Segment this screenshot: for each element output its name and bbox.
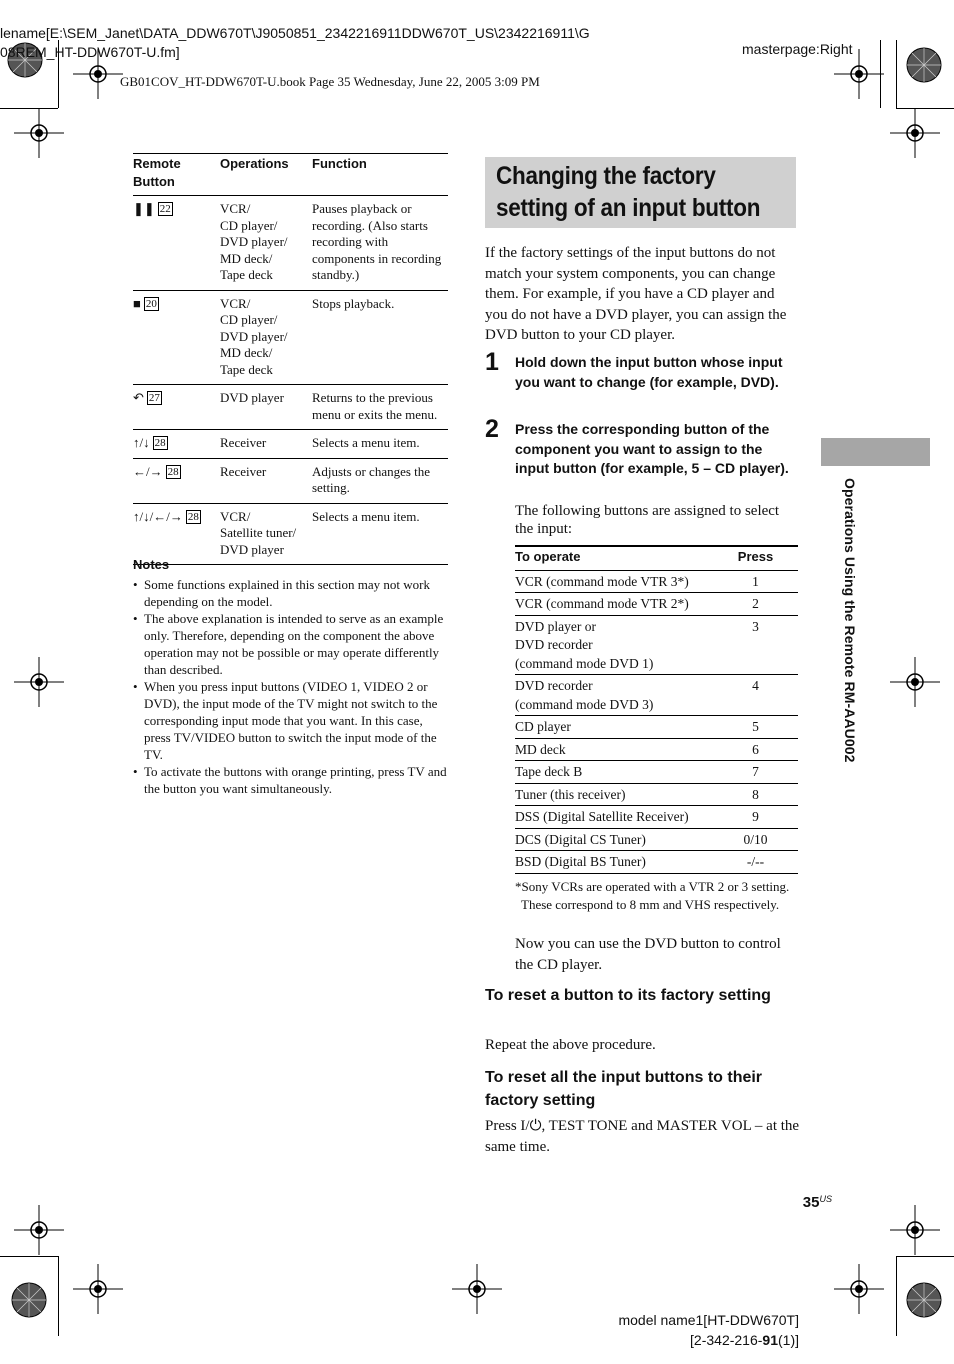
intro-paragraph: If the factory settings of the input buttons do not match your system components, you can change them. For example, if you have a CD player and you do not have a DVD player, you can assign the DVD button to your CD player. (485, 245, 787, 343)
registration-mark-icon (14, 108, 64, 158)
button-ref-number: 20 (145, 297, 157, 310)
step-1 (485, 348, 797, 392)
input-assignment-table (515, 545, 798, 874)
press-cell: 4 (713, 675, 798, 716)
color-target-icon (904, 45, 944, 85)
step-number: 1 (485, 348, 499, 376)
function-cell: Returns to the previous menu or exits the menu. (312, 385, 448, 430)
operations-cell: DVD player (220, 385, 312, 430)
remote-button-cell (133, 290, 220, 385)
operations-cell: VCR/ Satellite tuner/ DVD player (220, 503, 312, 565)
table-row (133, 196, 448, 291)
table-row (515, 761, 798, 784)
file-path-line: lename[E:\SEM_Janet\DATA_DDW670T\J9050851_2342216911DDW670T_US\2342216911\G (0, 25, 590, 41)
press-cell: 6 (713, 738, 798, 761)
result-paragraph: Now you can use the DVD button to control the CD player. (515, 936, 781, 973)
button-symbol: ❚❚ (133, 201, 155, 216)
button-ref-number: 27 (148, 392, 160, 404)
notes-title: Notes (133, 557, 170, 572)
footnote-text: *Sony VCRs are operated with a VTR 2 or 3 setting. These correspond to 8 mm and VHS respectively. (515, 879, 790, 912)
operations-cell: Receiver (220, 458, 312, 503)
remote-button-cell (133, 385, 220, 430)
table-row (515, 783, 798, 806)
section-heading-box (485, 157, 796, 228)
button-ref-number: 28 (187, 510, 199, 523)
crop-mark-line (896, 1256, 954, 1257)
component-cell: BSD (Digital BS Tuner) (515, 851, 713, 874)
operations-cell: VCR/ CD player/ DVD player/ MD deck/ Tape deck (220, 290, 312, 385)
component-cell: MD deck (515, 738, 713, 761)
function-cell: Stops playback. (312, 290, 448, 385)
table-row (133, 385, 448, 430)
reset-all-heading: To reset all the input buttons to their factory setting (485, 1069, 763, 1109)
remote-button-cell (133, 503, 220, 565)
masterpage-label: masterpage:Right (742, 41, 853, 57)
table-row (133, 290, 448, 385)
section-heading: Changing the factory setting of an input button (496, 162, 761, 222)
file-path-line: 08REM_HT-DDW670T-U.fm] (0, 44, 180, 60)
button-symbol: ↶ (133, 390, 144, 405)
operations-cell: VCR/ CD player/ DVD player/ MD deck/ Tape deck (220, 196, 312, 291)
book-info-line: GB01COV_HT-DDW670T-U.book Page 35 Wednesday, June 22, 2005 3:09 PM (120, 74, 540, 89)
model-code-prefix: [2-342-216- (690, 1332, 763, 1348)
crop-mark-line (896, 1256, 897, 1336)
table-row (515, 738, 798, 761)
notes-section (133, 557, 448, 797)
button-symbol: ↑/↓/←/→ (133, 508, 183, 524)
component-cell: Tuner (this receiver) (515, 783, 713, 806)
press-cell: 3 (713, 615, 798, 675)
table-row (515, 851, 798, 874)
registration-mark-icon (890, 657, 940, 707)
registration-mark-icon (14, 657, 64, 707)
table-row (515, 716, 798, 739)
step-text: Hold down the input button whose input you want to change (for example, DVD). (515, 354, 783, 390)
note-item: • The above explanation is intended to serve as an example only. Therefore, depending on the component the above operation may not be possible or may operate differently than described. (133, 610, 448, 678)
remote-table-body (133, 196, 448, 565)
component-cell: DSS (Digital Satellite Receiver) (515, 806, 713, 829)
function-cell: Selects a menu item. (312, 430, 448, 459)
button-ref-number: 28 (154, 437, 166, 449)
component-cell: DCS (Digital CS Tuner) (515, 828, 713, 851)
table-row (515, 675, 798, 716)
component-cell: CD player (515, 716, 713, 739)
crop-mark-line (896, 40, 897, 108)
registration-mark-icon (890, 1205, 940, 1255)
model-code-line (600, 1330, 799, 1350)
page-number-suffix: US (819, 1194, 832, 1204)
registration-mark-icon (452, 1264, 502, 1314)
component-cell: DVD recorder (command mode DVD 3) (515, 675, 713, 716)
press-cell: -/-- (713, 851, 798, 874)
table-row (515, 615, 798, 675)
registration-mark-icon (14, 1205, 64, 1255)
press-cell: 5 (713, 716, 798, 739)
table-header-label: Remote Button (133, 156, 181, 189)
step-number: 2 (485, 415, 499, 443)
crop-mark-line (0, 1256, 58, 1257)
table-header-to-operate: To operate (515, 546, 713, 570)
remote-button-cell (133, 196, 220, 291)
component-cell: VCR (command mode VTR 2*) (515, 593, 713, 616)
model-line: model name1[HT-DDW670T] (618, 1312, 799, 1328)
registration-mark-icon (834, 1264, 884, 1314)
step-2-subtext: The following buttons are assigned to select the input: (515, 503, 780, 537)
model-code-bold: 91 (762, 1332, 778, 1348)
press-cell: 7 (713, 761, 798, 784)
table-header-remote-button (133, 154, 220, 196)
notes-list (133, 576, 448, 797)
color-target-icon (904, 1280, 944, 1320)
page-number-value: 35 (802, 1194, 820, 1211)
function-cell: Adjusts or changes the setting. (312, 458, 448, 503)
button-ref-number: 28 (167, 465, 179, 478)
section-side-label: Operations Using the Remote RM-AAU002 (842, 478, 858, 763)
reset-all-text: Press I/⏻, TEST TONE and MASTER VOL – at the same time. (485, 1118, 800, 1155)
model-code-suffix: (1)] (778, 1332, 799, 1348)
table-row (515, 593, 798, 616)
crop-mark-line (58, 1256, 59, 1336)
footnote (515, 878, 795, 914)
table-row (133, 503, 448, 565)
color-target-icon (9, 1280, 49, 1320)
reset-button-heading: To reset a button to its factory setting (485, 987, 771, 1004)
reset-button-text: Repeat the above procedure. (485, 1037, 656, 1053)
button-symbol: ←/→ (133, 463, 163, 479)
section-side-tab (821, 438, 930, 466)
function-cell: Selects a menu item. (312, 503, 448, 565)
button-ref-number: 22 (159, 203, 171, 215)
function-cell: Pauses playback or recording. (Also starts recording with components in recording standby.) (312, 196, 448, 291)
table-header-press: Press (713, 546, 798, 570)
press-cell: 1 (713, 570, 798, 593)
table-row (515, 806, 798, 829)
press-cell: 8 (713, 783, 798, 806)
note-item: • When you press input buttons (VIDEO 1, VIDEO 2 or DVD), the input mode of the TV might not switch to the corresponding input mode that you want. In this case, press TV/VIDEO button to switch the input mode of the TV. (133, 678, 448, 763)
registration-mark-icon (73, 1264, 123, 1314)
table-row (133, 430, 448, 459)
component-cell: Tape deck B (515, 761, 713, 784)
note-item: • To activate the buttons with orange printing, press TV and the button you want simultaneously. (133, 763, 448, 797)
table-row (515, 828, 798, 851)
assign-table-body (515, 570, 798, 873)
table-header-operations: Operations (220, 154, 312, 196)
remote-button-cell (133, 458, 220, 503)
table-row (133, 458, 448, 503)
table-header-function: Function (312, 154, 448, 196)
step-2 (485, 415, 797, 479)
press-cell: 9 (713, 806, 798, 829)
model-footer (600, 1310, 799, 1350)
button-symbol: ■ (133, 295, 141, 311)
press-cell: 0/10 (713, 828, 798, 851)
table-row (515, 570, 798, 593)
operations-cell: Receiver (220, 430, 312, 459)
note-item: • Some functions explained in this section may not work depending on the model. (133, 576, 448, 610)
registration-mark-icon (890, 108, 940, 158)
press-cell: 2 (713, 593, 798, 616)
remote-button-table (133, 153, 448, 565)
remote-button-cell (133, 430, 220, 459)
button-symbol: ↑/↓ (133, 435, 150, 450)
page-number (770, 1194, 832, 1211)
component-cell: DVD player or DVD recorder (command mode DVD 1) (515, 615, 713, 675)
step-text: Press the corresponding button of the component you want to assign to the input button (for example, 5 – CD player). (515, 421, 789, 476)
component-cell: VCR (command mode VTR 3*) (515, 570, 713, 593)
file-path-header (0, 24, 590, 62)
